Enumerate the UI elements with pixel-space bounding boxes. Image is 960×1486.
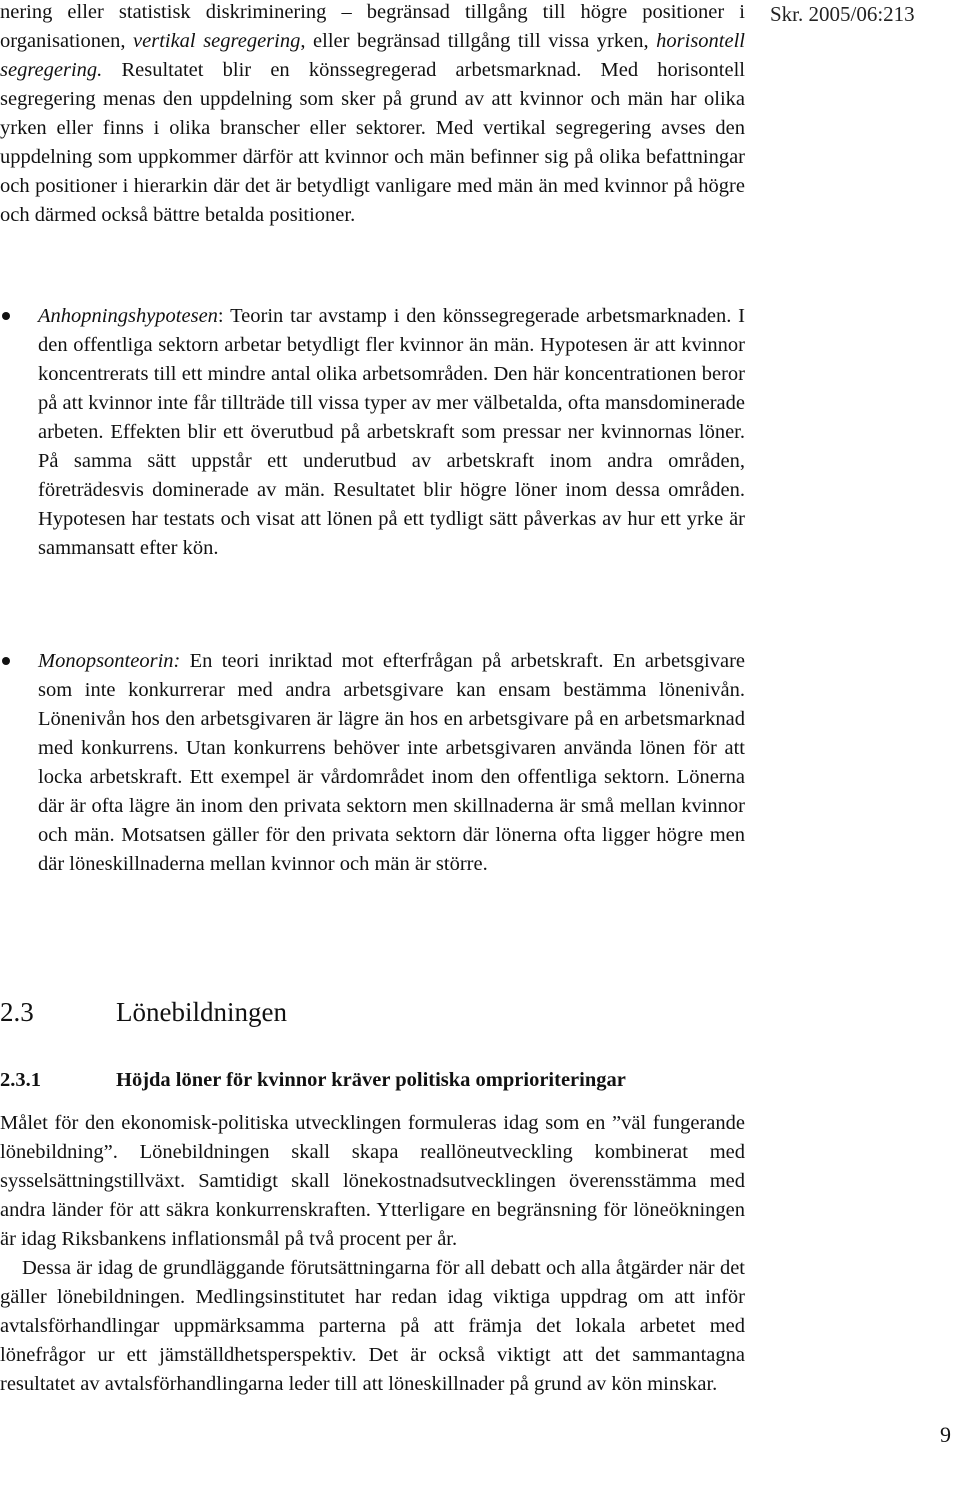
intro-paragraph <box>0 0 745 230</box>
term-vertical: vertikal segregering <box>133 30 301 52</box>
bullet-text: Teorin tar avstamp i den könssegregerade arbetsmarknaden. I den offentliga sektorn arbetar betydligt fler kvinnor än män. Hypotesen är att kvinnor koncentrerats till ett mindre antal olika arbetsområden. Den här koncentrationen beror på att kvinnor inte får tillträde till vissa typer av mer välbetalda, ofta mansdominerade arbeten. Effekten blir ett överutbud på arbetskraft som pressar ner kvinnornas löner. På samma sätt uppstår ett underutbud av arbetskraft inom andra områden, företrädesvis dominerade av män. Resultatet blir högre löner inom dessa områden. Hypotesen har testats och visat att lönen på ett tydligt sätt påverkas av hur ett yrke är sammansatt efter kön. <box>38 305 745 559</box>
bullet-item-monopsonteorin <box>38 647 745 879</box>
subsection-number: 2.3.1 <box>0 1069 41 1091</box>
subsection-heading <box>0 1066 626 1095</box>
section-number: 2.3 <box>0 997 34 1027</box>
bullet-term: Anhopningshypotesen <box>38 305 218 327</box>
document-reference: Skr. 2005/06:213 <box>770 2 915 26</box>
term-horizontal: horisontell segregering. <box>0 30 745 81</box>
page-number: 9 <box>940 1422 951 1447</box>
subsection-title: Höjda löner för kvinnor kräver politiska omprioriteringar <box>116 1069 626 1091</box>
body-section <box>0 1109 745 1399</box>
bullet-icon <box>0 310 12 322</box>
paragraph-1: Målet för den ekonomisk-politiska utvecklingen formuleras idag som en ”väl fungerande lönebildning”. Lönebildningen skall skapa reallöneutveckling kombinerat med sysselsättningstillväxt. Samtidigt skall lönekostnadsutvecklingen överensstämma med andra länder för att säkra konkurrenskraften. Ytterligare en begränsning för löneökningen är idag Riksbankens inflationsmål på två procent per år. <box>0 1112 745 1250</box>
section-title: Lönebildningen <box>116 997 287 1027</box>
bullet-icon <box>0 655 12 667</box>
bullet-text: En teori inriktad mot efterfrågan på arbetskraft. En arbetsgivare som inte konkurrerar med andra arbetsgivare kan ensam bestämma lönenivån. Lönenivån hos den arbetsgivaren är lägre än hos en arbetsgivare på en arbetsmarknad med konkurrens. Utan konkurrens behöver inte arbetsgivaren använda lönen för att locka arbetskraft. Ett exempel är vårdområdet inom den offentliga sektorn. Lönerna där är ofta lägre än inom den privata sektorn men skillnaderna är små mellan kvinnor och män. Motsatsen gäller för den privata sektorn där lönerna ofta ligger högre men där löneskillnaderna mellan kvinnor och män är större. <box>38 650 745 875</box>
paragraph-2: Dessa är idag de grundläggande förutsättningarna för all debatt och alla åtgärder när det gäller lönebildningen. Medlingsinstitutet har redan idag viktiga uppdrag om att inför avtalsförhandlingar uppmärksamma parterna på att främja det lokala arbetet med lönefrågor ur ett jämställdhetsperspektiv. Det är också viktigt att det sammantagna resultatet av avtalsförhandlingarna leder till att löneskillnader på grund av kön minskar. <box>0 1257 745 1395</box>
section-heading <box>0 994 287 1030</box>
bullet-item-anhopningshypotesen: Anhopningshypotesen: Teorin tar avstamp i den könssegregerade arbetsmarknaden. I den offentliga sektorn arbetar betydligt fler kvinnor än män. Hypotesen är att kvinnor koncentrerats till ett mindre antal olika arbetsområden. Den här koncentrationen beror på att kvinnor inte får tillträde till vissa typer av mer välbetalda, ofta mansdominerade arbeten. Effekten blir ett överutbud på arbetskraft som pressar ner kvinnornas löner. På samma sätt uppstår ett underutbud av arbetskraft inom andra områden, företrädesvis dominerade av män. Resultatet blir högre löner inom dessa områden. Hypotesen har testats och visat att lönen på ett tydligt sätt påverkas av hur ett yrke är sammansatt efter kön. <box>38 305 745 559</box>
intro-text: nering eller statistisk diskriminering – begränsad tillgång till högre positioner i organisationen, vertikal segregering, eller begränsad tillgång till vissa yrken, horisontell segregering. Resultatet blir en könssegregerad arbetsmarknad. Med horisontell segregering menas den uppdelning som sker på grund av att kvinnor och män har olika yrken eller finns i olika branscher eller sektorer. Med vertikal segregering avses den uppdelning som uppkommer därför att kvinnor och män befinner sig på olika befattningar och positioner i hierarkin där det är betydligt vanligare med män än med kvinnor på högre och därmed också bättre betalda positioner. <box>0 1 745 226</box>
bullet-term: Monopsonteorin: <box>38 650 181 672</box>
